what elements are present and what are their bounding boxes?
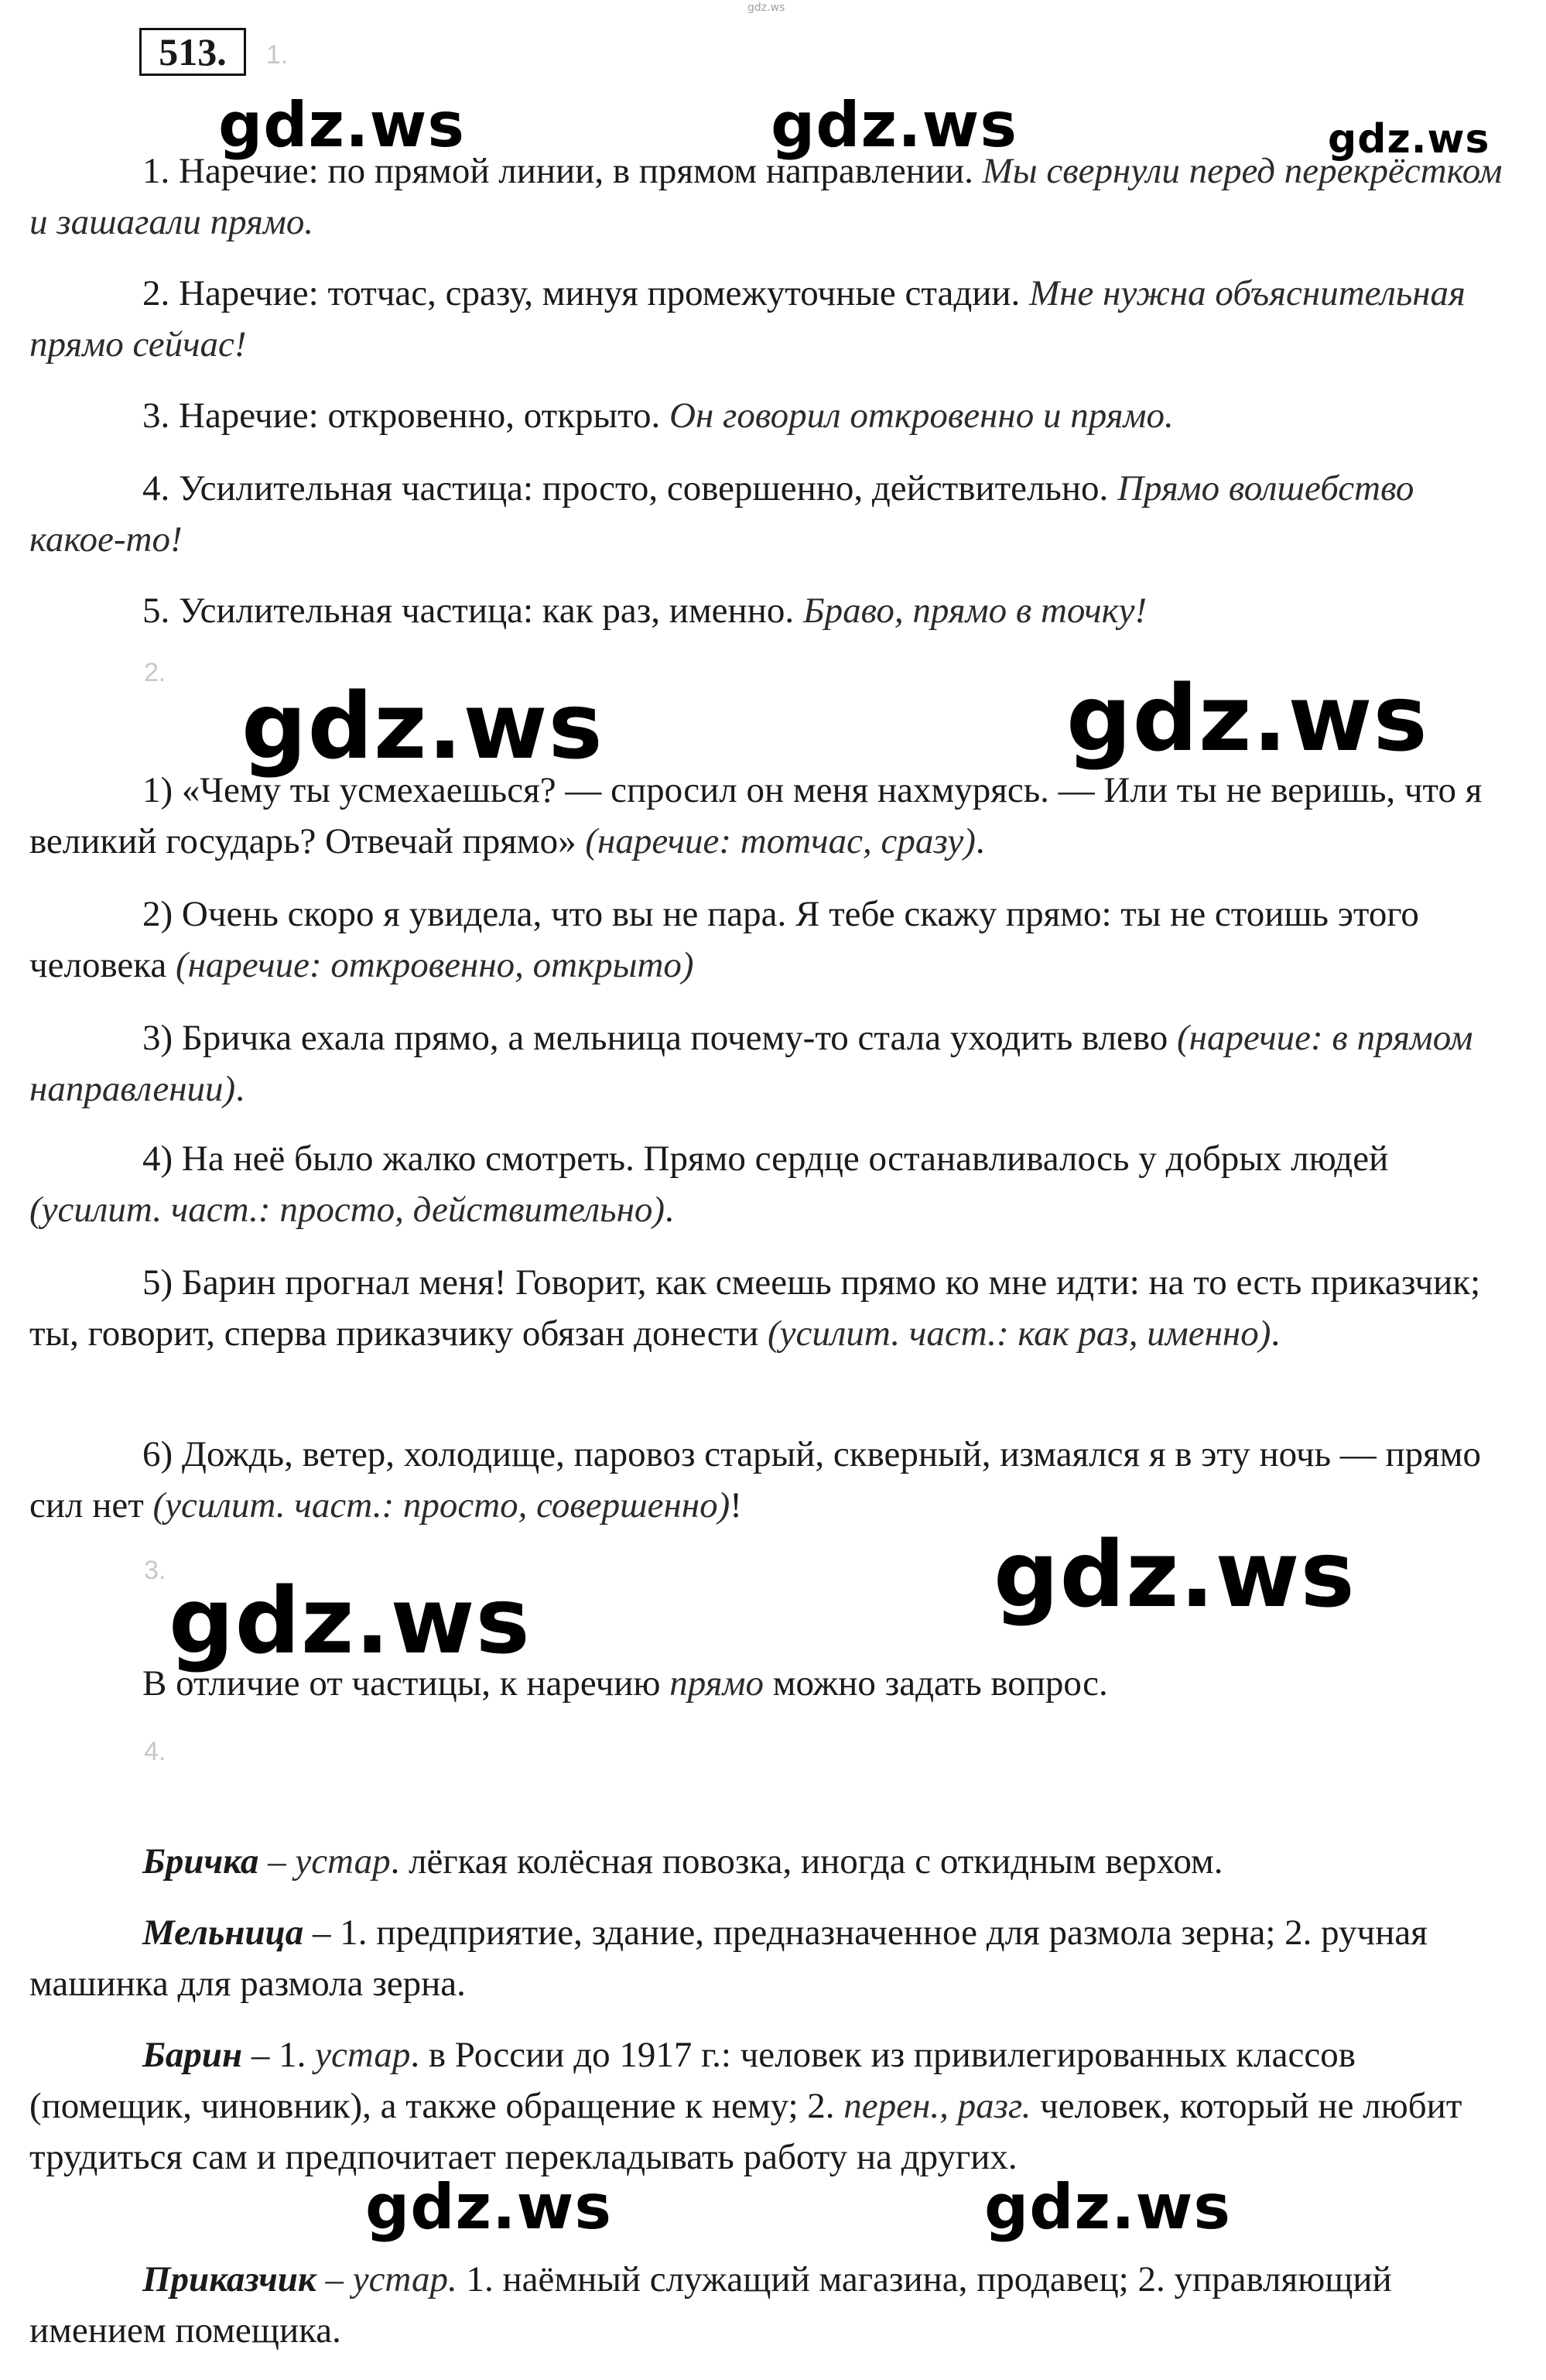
part2-item: 6) Дождь, ветер, холодище, паровоз старый, скверный, измаялся я в эту ночь — прямо сил нет (усилит. част.: просто, совершенно)! — [29, 1434, 1482, 1526]
section-label-1: 1. — [266, 40, 289, 70]
part2-item: 5) Барин прогнал меня! Говорит, как смеешь прямо ко мне идти: на то есть приказчик; ты, говорит, сперва приказчику обязан донести (усилит. част.: как раз, именно). — [29, 1262, 1481, 1354]
watermark: gdz.ws — [241, 673, 604, 779]
glossary-entry: Барин – 1. устар. в России до 1917 г.: человек из привилегированных классов (помещик, чиновник), а также обращение к нему; 2. перен., разг. человек, который не любит трудиться сам и предпочитает перекладывать работу на других. — [29, 2035, 1462, 2177]
part2-item: 1) «Чему ты усмехаешься? — спросил он меня нахмурясь. — Или ты не веришь, что я великий государь? Отвечай прямо» (наречие: тотчас, сразу). — [29, 770, 1483, 861]
glossary-entry: Приказчик – устар. 1. наёмный служащий магазина, продавец; 2. управляющий имением помещика. — [29, 2259, 1392, 2351]
section-label-2: 2. — [144, 658, 166, 687]
watermark: gdz.ws — [771, 89, 1018, 161]
watermark: gdz.ws — [218, 89, 466, 161]
part1-item: 5. Усилительная частица: как раз, именно. Браво, прямо в точку! — [142, 591, 1148, 631]
watermark: gdz.ws — [1328, 116, 1490, 163]
watermark: gdz.ws — [365, 2171, 613, 2243]
section-label-3: 3. — [144, 1556, 166, 1585]
watermark: gdz.ws — [984, 2171, 1232, 2243]
section-label-4: 4. — [144, 1737, 166, 1766]
top-watermark: gdz.ws — [747, 2, 785, 14]
part1-item: 2. Наречие: тотчас, сразу, минуя промежуточные стадии. Мне нужна объяснительная прямо сейчас! — [29, 273, 1466, 365]
exercise-number: 513. — [139, 28, 246, 76]
glossary-entry: Бричка – устар. лёгкая колёсная повозка, иногда с откидным верхом. — [142, 1841, 1223, 1882]
glossary-entry: Мельница – 1. предприятие, здание, предназначенное для размола зерна; 2. ручная машинка для размола зерна. — [29, 1913, 1428, 2004]
part2-item: 3) Бричка ехала прямо, а мельница почему-то стала уходить влево (наречие: в прямом направлении). — [29, 1018, 1473, 1109]
watermark: gdz.ws — [169, 1567, 531, 1674]
part3-text: В отличие от частицы, к наречию прямо можно задать вопрос. — [142, 1663, 1108, 1704]
watermark: gdz.ws — [994, 1521, 1356, 1628]
part1-item: 1. Наречие: по прямой линии, в прямом направлении. Мы свернули перед перекрёстком и зашагали прямо. — [29, 151, 1503, 242]
part1-item: 3. Наречие: откровенно, открыто. Он говорил откровенно и прямо. — [142, 396, 1174, 436]
part2-item: 4) На неё было жалко смотреть. Прямо сердце останавливалось у добрых людей (усилит. част.: просто, действительно). — [29, 1139, 1389, 1230]
watermark: gdz.ws — [1066, 665, 1428, 772]
part1-item: 4. Усилительная частица: просто, совершенно, действительно. Прямо волшебство какое-то! — [29, 468, 1414, 560]
part2-item: 2) Очень скоро я увидела, что вы не пара. Я тебе скажу прямо: ты не стоишь этого человека (наречие: откровенно, открыто) — [29, 894, 1419, 985]
